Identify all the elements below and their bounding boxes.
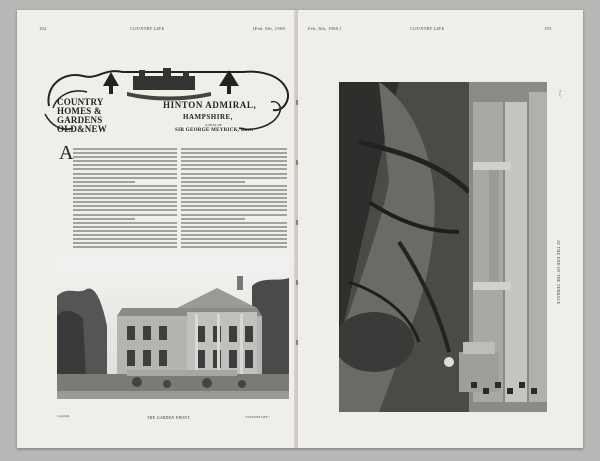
drop-cap: A (59, 142, 74, 164)
text-line (73, 185, 177, 187)
text-line (181, 156, 287, 158)
text-line (181, 201, 287, 203)
text-line (181, 193, 287, 195)
text-line (181, 226, 287, 228)
text-line (73, 168, 177, 170)
text-line (181, 148, 287, 150)
right-running-title: COUNTRY LIFE. (410, 26, 446, 31)
text-line (73, 205, 177, 207)
text-line (181, 164, 287, 166)
right-photo-credit: "C.L." (558, 90, 562, 98)
article-title: HINTON ADMIRAL, (163, 100, 257, 110)
series-line-3: GARDENS (57, 115, 103, 125)
terrace-photo (339, 82, 547, 412)
text-line (73, 193, 177, 195)
right-photo-caption: AT THE END OF THE TERRACE. (556, 240, 561, 306)
text-line (181, 246, 287, 248)
text-line (73, 201, 177, 203)
text-line (73, 148, 177, 150)
text-line (181, 173, 287, 175)
text-line (181, 177, 287, 179)
left-date: [Feb. 8th, 1908. (253, 26, 287, 31)
text-line (181, 230, 287, 232)
text-line (73, 246, 177, 248)
text-line (73, 173, 177, 175)
text-line (73, 222, 177, 224)
series-line-4: OLD&NEW (57, 124, 107, 134)
text-line (73, 181, 135, 183)
text-line (73, 160, 177, 162)
text-line (181, 242, 287, 244)
series-line-2: HOMES & (57, 106, 102, 116)
text-line (181, 205, 287, 207)
magazine-spread (17, 10, 583, 448)
photo-copyright: Copyright (57, 414, 70, 418)
left-running-title: COUNTRY LIFE. (130, 26, 166, 31)
text-line (73, 156, 177, 158)
text-line (181, 209, 287, 211)
series-line-1: COUNTRY (57, 97, 104, 107)
text-line (73, 177, 177, 179)
text-line (73, 189, 177, 191)
text-line (181, 214, 287, 216)
left-photo-caption: THE GARDEN FRONT. (147, 415, 191, 420)
text-line (181, 160, 287, 162)
text-line (181, 185, 287, 187)
left-photo-credit: "COUNTRY LIFE." (245, 415, 270, 419)
seat-of-label: A SEAT OF (205, 123, 222, 127)
text-line (181, 222, 287, 224)
article-subtitle: HAMPSHIRE, (183, 113, 233, 121)
text-line (181, 238, 287, 240)
text-column-2 (181, 148, 287, 250)
text-line (181, 197, 287, 199)
series-title (57, 98, 107, 134)
left-page (17, 10, 296, 448)
right-page (298, 10, 583, 448)
text-line (73, 238, 177, 240)
text-line (73, 242, 177, 244)
text-line (73, 209, 177, 211)
text-line (181, 234, 287, 236)
text-line (73, 218, 135, 220)
left-page-number: 102 (39, 26, 47, 31)
garden-front-photo (57, 256, 289, 399)
text-line (73, 234, 177, 236)
text-line (181, 189, 287, 191)
text-line (73, 164, 177, 166)
text-line (181, 152, 287, 154)
text-line (73, 152, 177, 154)
article-owner: SIR GEORGE MEYRICK, Bart. (175, 128, 254, 133)
right-date: Feb. 8th, 1908.] (308, 26, 342, 31)
text-line (181, 181, 245, 183)
text-line (181, 168, 287, 170)
right-page-number: 193 (544, 26, 552, 31)
text-column-1 (73, 148, 177, 250)
text-line (73, 197, 177, 199)
text-line (181, 218, 245, 220)
text-line (73, 226, 177, 228)
text-line (73, 230, 177, 232)
text-line (73, 214, 177, 216)
